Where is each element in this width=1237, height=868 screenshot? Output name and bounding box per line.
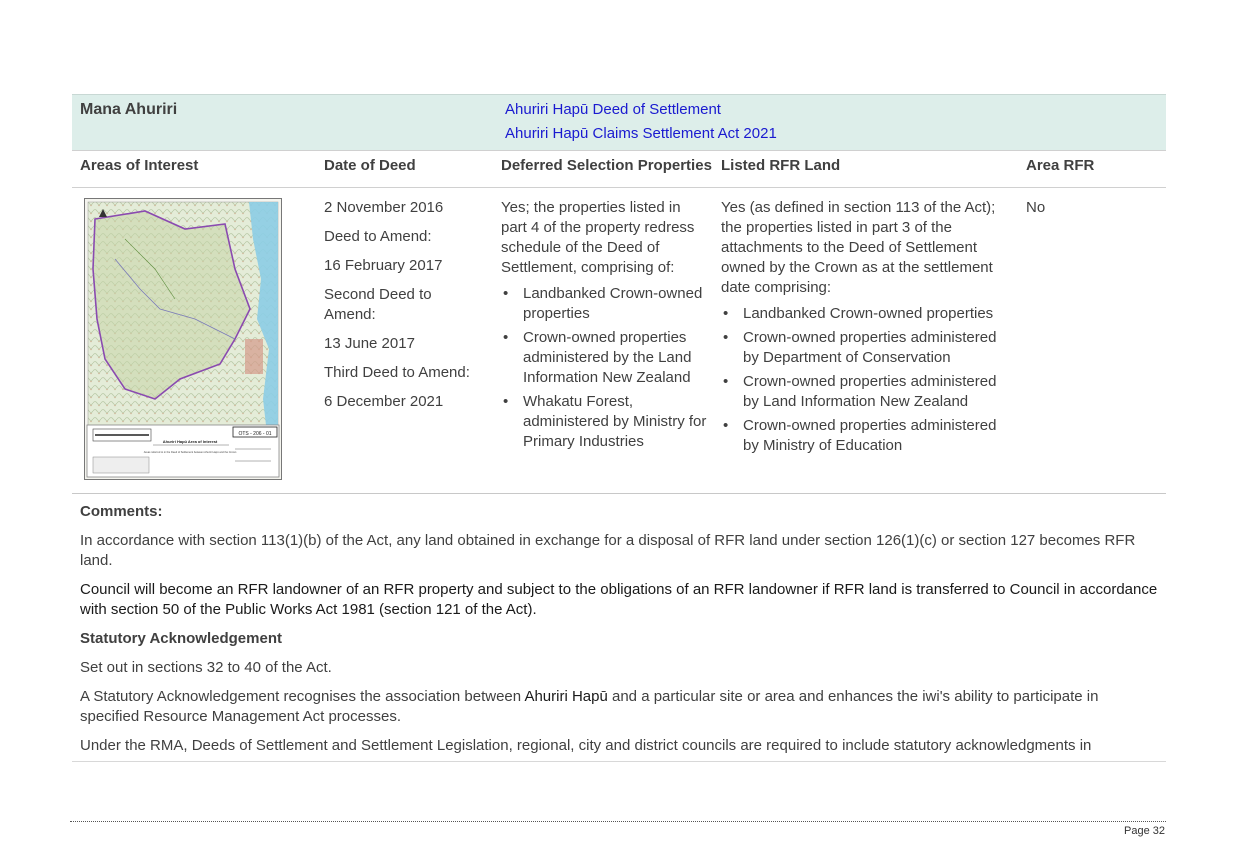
deed-amend-date: 16 February 2017 <box>324 257 443 274</box>
map-graphic <box>85 199 281 479</box>
deed-amend-label: Deed to Amend: <box>324 228 432 245</box>
col-areas-of-interest: Areas of Interest <box>80 157 199 174</box>
area-of-interest-map[interactable] <box>84 198 282 480</box>
deed-dates <box>324 198 484 421</box>
list-item: • Landbanked Crown-owned properties <box>523 284 709 324</box>
footer-rule <box>70 821 1166 822</box>
statutory-description <box>80 687 1158 727</box>
col-date-of-deed: Date of Deed <box>324 157 416 174</box>
statutory-text-start: A Statutory Acknowledgement recognises the association between <box>80 688 525 705</box>
column-header-row <box>72 151 1166 188</box>
deferred-list <box>501 284 709 452</box>
list-item: • Crown-owned properties administered by Department of Conservation <box>743 328 1011 368</box>
list-item: • Whakatu Forest, administered by Ministry for Primary Industries <box>523 392 709 452</box>
settlement-table <box>72 94 1166 762</box>
col-listed-rfr-land: Listed RFR Land <box>721 157 841 174</box>
list-item: • Landbanked Crown-owned properties <box>743 304 1011 324</box>
iwi-header-band <box>72 94 1166 151</box>
comment-council-landowner: Council will become an RFR landowner of an RFR property and subject to the obligations of an RFR landowner if RFR land is transferred to Council in accordance with section 50 of the Public Works Act 1981 (section 121 of the Act). <box>80 581 1158 618</box>
statutory-ack-heading: Statutory Acknowledgement <box>80 630 282 647</box>
area-rfr-value: No <box>1026 199 1046 216</box>
map-code-label: OTS - 206 - 01 <box>238 431 272 437</box>
listed-rfr-cell <box>721 198 1011 460</box>
deferred-intro: Yes; the properties listed in part 4 of the property redress schedule of the Deed of Settlement, comprising of: <box>501 199 695 276</box>
hapu-name: Ahuriri Hapū <box>524 688 608 705</box>
col-area-rfr: Area RFR <box>1026 157 1095 174</box>
deferred-selection-cell <box>501 198 709 456</box>
deed-of-settlement-link[interactable]: Ahuriri Hapū Deed of Settlement <box>505 101 721 118</box>
listed-list <box>721 304 1011 456</box>
deed-date: 2 November 2016 <box>324 199 444 216</box>
col-deferred-selection: Deferred Selection Properties <box>501 157 712 174</box>
statutory-sections: Set out in sections 32 to 40 of the Act. <box>80 659 332 676</box>
list-item: • Crown-owned properties administered by the Land Information New Zealand <box>523 328 709 388</box>
section-divider <box>72 761 1166 762</box>
statutory-text-end: and a particular site or area and enhances the iwi's ability to participate in specified Resource Management Act processes. <box>80 688 1099 725</box>
comments-heading: Comments: <box>80 503 163 520</box>
comment-rfr-exchange: In accordance with section 113(1)(b) of the Act, any land obtained in exchange for a disposal of RFR land under section 126(1)(c) or section 127 becomes RFR land. <box>80 532 1136 569</box>
settlement-row <box>72 188 1166 494</box>
map-title-label: Ahuriri Hapū Area of Interest <box>162 439 218 444</box>
iwi-name: Mana Ahuriri <box>80 101 178 118</box>
third-amend-date: 6 December 2021 <box>324 393 444 410</box>
settlement-act-link[interactable]: Ahuriri Hapū Claims Settlement Act 2021 <box>505 125 777 142</box>
second-amend-label: Second Deed to Amend: <box>324 286 432 323</box>
listed-intro: Yes (as defined in section 113 of the Act); the properties listed in part 3 of the attachments to the Deed of Settlement owned by the Crown as at the settlement date comprising: <box>721 199 996 296</box>
second-amend-date: 13 June 2017 <box>324 335 415 352</box>
third-amend-label: Third Deed to Amend: <box>324 364 470 381</box>
page-number: Page 32 <box>1124 825 1165 837</box>
comments-section <box>72 494 1166 756</box>
map-caption-label: Areas referred to in the Deed of Settlement between Ahuriri Hapū and the Crown <box>143 451 237 454</box>
rma-requirement: Under the RMA, Deeds of Settlement and Settlement Legislation, regional, city and district councils are required to include statutory acknowledgments in <box>80 737 1092 754</box>
list-item: • Crown-owned properties administered by Land Information New Zealand <box>743 372 1011 412</box>
list-item: • Crown-owned properties administered by Ministry of Education <box>743 416 1011 456</box>
